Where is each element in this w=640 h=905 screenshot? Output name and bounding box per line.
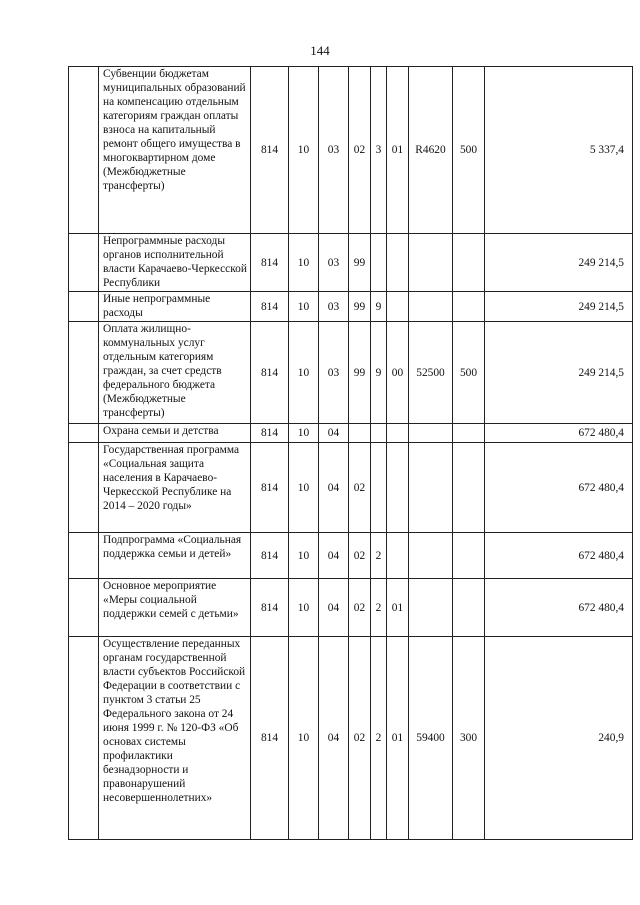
activity-code-cell: 01: [387, 67, 409, 234]
expense-name-cell: Основное мероприятие «Меры социальной поддержки семей с детьми»: [99, 579, 251, 637]
expense-type-cell: [453, 533, 485, 579]
table-row: [69, 292, 633, 322]
row-marker-cell: [69, 424, 99, 443]
program-code-cell: 99: [349, 322, 371, 424]
program-code-cell: 02: [349, 533, 371, 579]
subprogram-code-cell: [371, 443, 387, 533]
expense-name-cell: Осуществление переданных органам государственной власти субъектов Российской Федерации в соответствии с пунктом 3 статьи 25 Федерального закона от 24 июня 1999 г. № 120-ФЗ «Об основах системы профилактики безнадзорности и правонарушений несовершеннолетних»: [99, 637, 251, 840]
row-marker-cell: [69, 443, 99, 533]
direction-code-cell: R4620: [409, 67, 453, 234]
activity-code-cell: 01: [387, 637, 409, 840]
activity-code-cell: [387, 424, 409, 443]
table-row: [69, 637, 633, 840]
program-code-cell: 02: [349, 637, 371, 840]
row-marker-cell: [69, 67, 99, 234]
expense-type-cell: [453, 292, 485, 322]
program-code-cell: 99: [349, 292, 371, 322]
row-marker-cell: [69, 292, 99, 322]
amount-cell: 240,9: [485, 637, 633, 840]
subsection-code-cell: 03: [319, 234, 349, 292]
table-row: [69, 234, 633, 292]
direction-code-cell: [409, 234, 453, 292]
program-code-cell: 99: [349, 234, 371, 292]
activity-code-cell: [387, 443, 409, 533]
table-row: [69, 424, 633, 443]
ministry-code-cell: 814: [251, 533, 289, 579]
activity-code-cell: 01: [387, 579, 409, 637]
amount-cell: 672 480,4: [485, 424, 633, 443]
direction-code-cell: 59400: [409, 637, 453, 840]
activity-code-cell: 00: [387, 322, 409, 424]
table-row: [69, 322, 633, 424]
section-code-cell: 10: [289, 292, 319, 322]
subprogram-code-cell: [371, 424, 387, 443]
amount-cell: 249 214,5: [485, 292, 633, 322]
subsection-code-cell: 04: [319, 424, 349, 443]
ministry-code-cell: 814: [251, 234, 289, 292]
row-marker-cell: [69, 533, 99, 579]
row-marker-cell: [69, 322, 99, 424]
amount-cell: 672 480,4: [485, 579, 633, 637]
subprogram-code-cell: 9: [371, 292, 387, 322]
subprogram-code-cell: 3: [371, 67, 387, 234]
expense-name-cell: Иные непрограммные расходы: [99, 292, 251, 322]
direction-code-cell: [409, 424, 453, 443]
section-code-cell: 10: [289, 443, 319, 533]
expense-name-cell: Охрана семьи и детства: [99, 424, 251, 443]
table-row: [69, 67, 633, 234]
expense-type-cell: [453, 443, 485, 533]
ministry-code-cell: 814: [251, 443, 289, 533]
budget-table-body: [69, 67, 633, 840]
section-code-cell: 10: [289, 322, 319, 424]
expense-type-cell: [453, 234, 485, 292]
section-code-cell: 10: [289, 234, 319, 292]
subsection-code-cell: 03: [319, 292, 349, 322]
section-code-cell: 10: [289, 424, 319, 443]
expense-name-cell: Подпрограмма «Социальная поддержка семьи и детей»: [99, 533, 251, 579]
expense-name-cell: Субвенции бюджетам муниципальных образований на компенсацию отдельным категориям граждан оплаты взноса на капитальный ремонт общего имущества в многоквартирном доме (Межбюджетные трансферты): [99, 67, 251, 234]
ministry-code-cell: 814: [251, 292, 289, 322]
subsection-code-cell: 04: [319, 579, 349, 637]
activity-code-cell: [387, 533, 409, 579]
program-code-cell: 02: [349, 579, 371, 637]
expense-type-cell: [453, 579, 485, 637]
activity-code-cell: [387, 234, 409, 292]
subsection-code-cell: 04: [319, 443, 349, 533]
section-code-cell: 10: [289, 533, 319, 579]
expense-type-cell: 300: [453, 637, 485, 840]
section-code-cell: 10: [289, 637, 319, 840]
ministry-code-cell: 814: [251, 579, 289, 637]
table-row: [69, 533, 633, 579]
expense-name-cell: Непрограммные расходы органов исполнительной власти Карачаево-Черкесской Республики: [99, 234, 251, 292]
ministry-code-cell: 814: [251, 424, 289, 443]
ministry-code-cell: 814: [251, 322, 289, 424]
subprogram-code-cell: 9: [371, 322, 387, 424]
subprogram-code-cell: 2: [371, 637, 387, 840]
amount-cell: 249 214,5: [485, 234, 633, 292]
row-marker-cell: [69, 234, 99, 292]
direction-code-cell: [409, 533, 453, 579]
row-marker-cell: [69, 637, 99, 840]
amount-cell: 672 480,4: [485, 533, 633, 579]
expense-type-cell: 500: [453, 67, 485, 234]
expense-name-cell: Государственная программа «Социальная защита населения в Карачаево-Черкесской Республике на 2014 – 2020 годы»: [99, 443, 251, 533]
section-code-cell: 10: [289, 579, 319, 637]
row-marker-cell: [69, 579, 99, 637]
subsection-code-cell: 04: [319, 533, 349, 579]
subsection-code-cell: 03: [319, 67, 349, 234]
page-number: 144: [310, 43, 330, 58]
program-code-cell: 02: [349, 443, 371, 533]
table-row: [69, 579, 633, 637]
expense-name-cell: Оплата жилищно-коммунальных услуг отдельным категориям граждан, за счет средств федерального бюджета (Межбюджетные трансферты): [99, 322, 251, 424]
subsection-code-cell: 04: [319, 637, 349, 840]
expense-type-cell: 500: [453, 322, 485, 424]
direction-code-cell: [409, 292, 453, 322]
program-code-cell: 02: [349, 67, 371, 234]
subprogram-code-cell: [371, 234, 387, 292]
table-row: [69, 443, 633, 533]
direction-code-cell: [409, 443, 453, 533]
amount-cell: 5 337,4: [485, 67, 633, 234]
budget-table: [68, 66, 633, 840]
activity-code-cell: [387, 292, 409, 322]
expense-type-cell: [453, 424, 485, 443]
ministry-code-cell: 814: [251, 67, 289, 234]
amount-cell: 672 480,4: [485, 443, 633, 533]
subprogram-code-cell: 2: [371, 579, 387, 637]
section-code-cell: 10: [289, 67, 319, 234]
subsection-code-cell: 03: [319, 322, 349, 424]
amount-cell: 249 214,5: [485, 322, 633, 424]
program-code-cell: [349, 424, 371, 443]
direction-code-cell: [409, 579, 453, 637]
ministry-code-cell: 814: [251, 637, 289, 840]
direction-code-cell: 52500: [409, 322, 453, 424]
subprogram-code-cell: 2: [371, 533, 387, 579]
